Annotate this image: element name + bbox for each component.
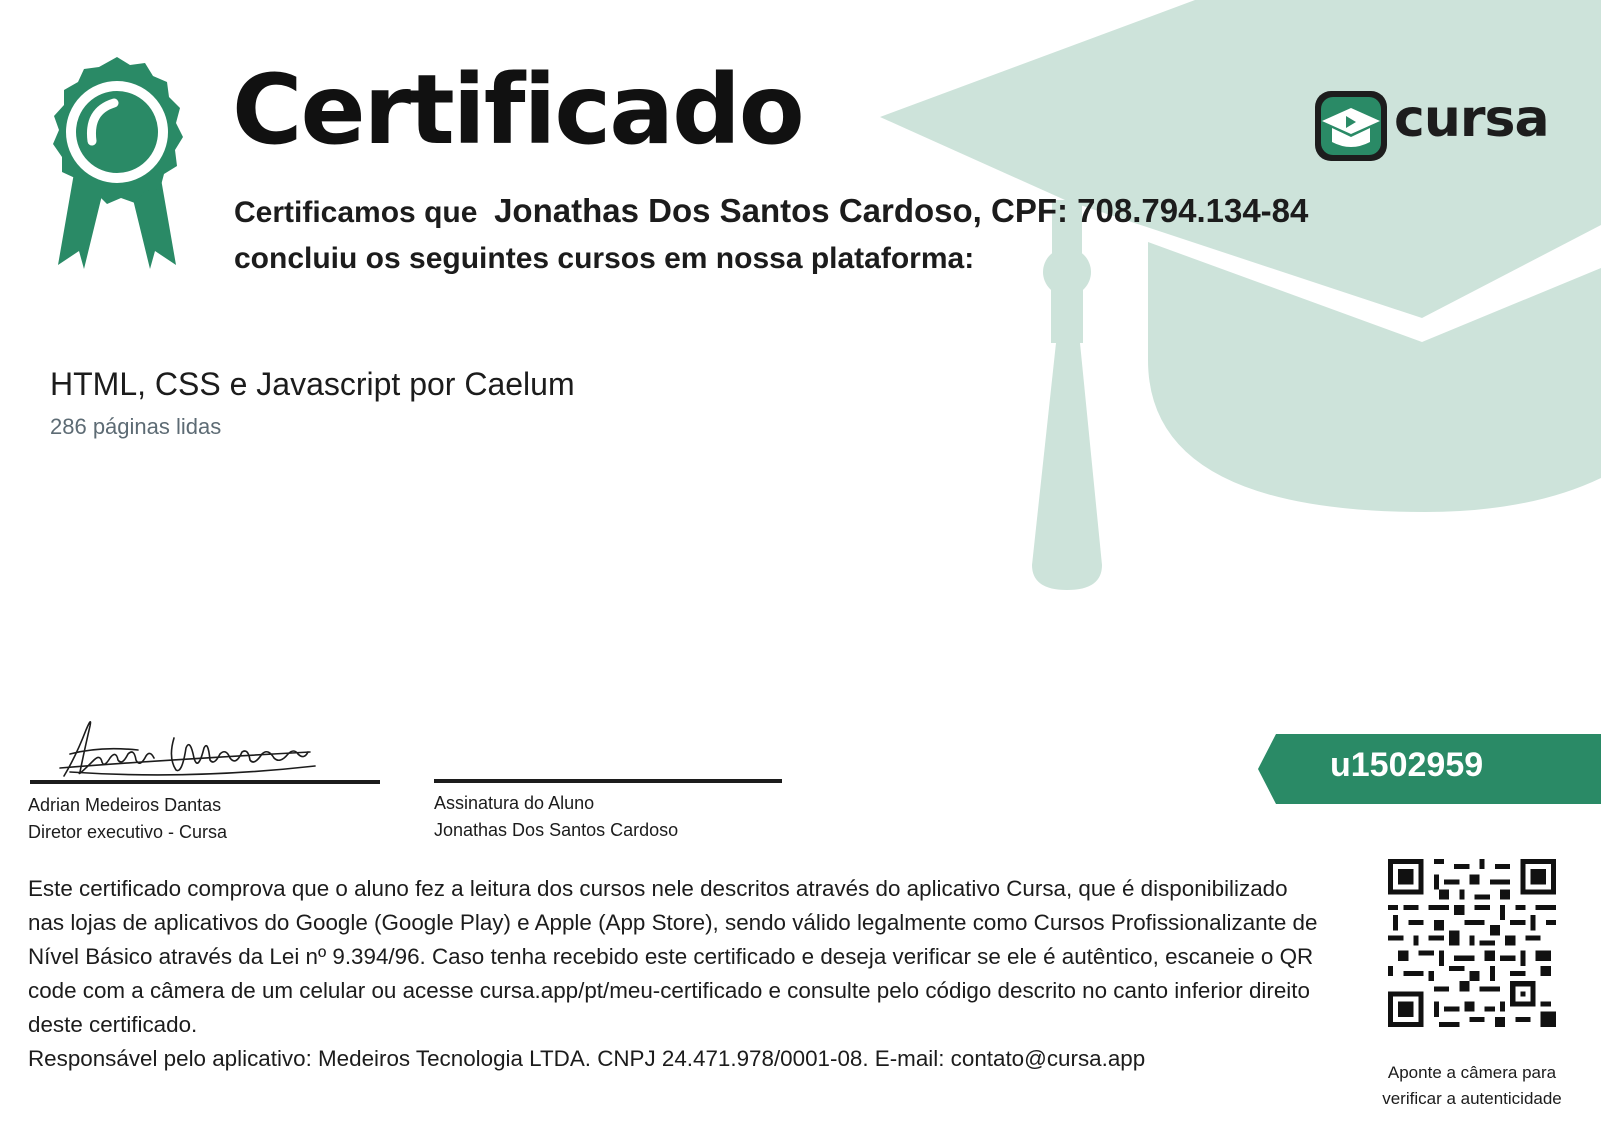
student-signature-info bbox=[434, 790, 678, 844]
intro-line2: concluiu os seguintes cursos em nossa plataforma: bbox=[234, 242, 975, 275]
qr-code bbox=[1388, 859, 1556, 1027]
director-name: Adrian Medeiros Dantas bbox=[28, 795, 222, 815]
award-ribbon-icon bbox=[44, 55, 190, 273]
qr-caption-line2: verificar a autenticidade bbox=[1382, 1089, 1562, 1108]
certification-statement bbox=[234, 188, 1334, 282]
director-role: Diretor executivo - Cursa bbox=[28, 822, 228, 842]
director-info bbox=[28, 792, 227, 846]
legal-paragraph: Este certificado comprova que o aluno fez a leitura dos cursos nele descritos através do aplicativo Cursa, que é disponibilizado nas lojas de aplicativos do Google (Google Play) e Apple (App Store), sendo válido legalmente como Cursos Profissionalizante de Nível Básico através da Lei nº 9.394/96. Caso tenha recebido este certificado e deseja verificar se ele é autêntico, escaneie o QR code com a câmera de um celular ou acesse cursa.app/pt/meu-certificado e consulte pelo código descrito no canto inferior direito deste certificado. bbox=[28, 876, 1318, 1037]
director-signature bbox=[40, 708, 340, 798]
legal-text bbox=[28, 872, 1318, 1076]
qr-caption-line1: Aponte a câmera para bbox=[1387, 1063, 1557, 1082]
student-signature-name: Jonathas Dos Santos Cardoso bbox=[434, 820, 679, 840]
student-signature-label: Assinatura do Aluno bbox=[434, 793, 595, 813]
certificate-title: Certificado bbox=[232, 54, 803, 166]
director-signature-line bbox=[30, 780, 380, 784]
student-name-cpf: Jonathas Dos Santos Cardoso, CPF: 708.794.134-84 bbox=[494, 192, 1309, 229]
student-signature-line bbox=[434, 779, 782, 783]
course-title: HTML, CSS e Javascript por Caelum bbox=[50, 366, 575, 402]
brand-name: cursa bbox=[1394, 89, 1549, 149]
cursa-logo-icon bbox=[1312, 88, 1392, 166]
intro-lead: Certificamos que bbox=[234, 196, 478, 229]
certificate-code: u1502959 bbox=[1330, 746, 1484, 784]
responsible-info: Responsável pelo aplicativo: Medeiros Tecnologia LTDA. CNPJ 24.471.978/0001-08. E-mail: contato@cursa.app bbox=[28, 1046, 1146, 1071]
pages-read: 286 páginas lidas bbox=[50, 414, 222, 439]
qr-caption bbox=[1350, 1060, 1594, 1112]
